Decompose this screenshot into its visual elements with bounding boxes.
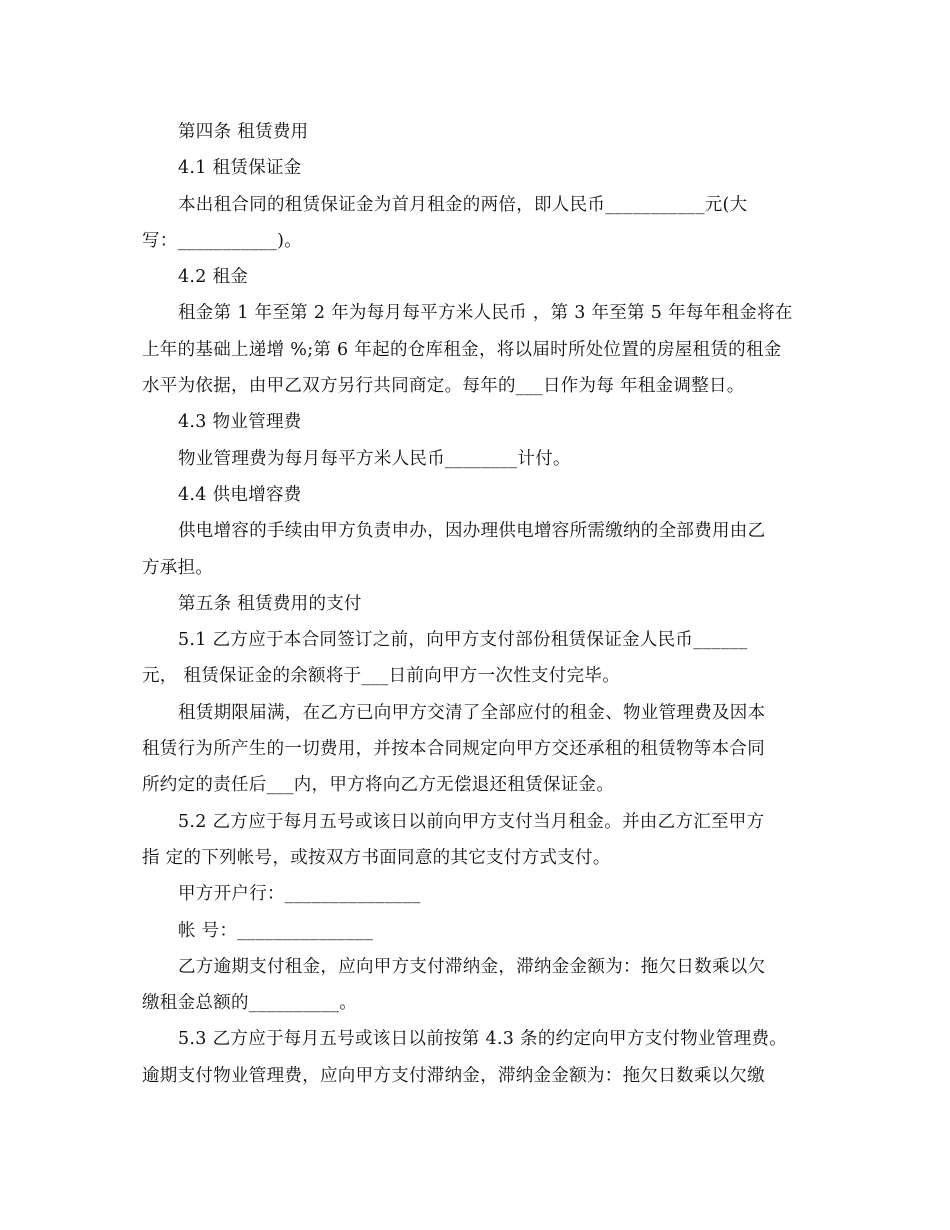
text-line: 帐 号：_______________ [178,920,374,941]
text-line: 逾期支付物业管理费，应向甲方支付滞纳金，滞纳金金额为：拖欠日数乘以欠缴 [142,1065,765,1086]
text-line: 5.2 乙方应于每月五号或该日以前向甲方支付当月租金。并由乙方汇至甲方 [178,811,765,832]
text-line: 指 定的下列帐号，或按双方书面同意的其它支付方式支付。 [142,847,611,868]
text-line: 租金第 1 年至第 2 年为每月每平方米人民币 ，第 3 年至第 5 年每年租金将在 [178,303,793,324]
text-line: 5.3 乙方应于每月五号或该日以前按第 4.3 条的约定向甲方支付物业管理费。 [178,1029,788,1050]
text-line: 上年的基础上递增 %;第 6 年起的仓库租金，将以届时所处位置的房屋租赁的租金 [142,339,782,360]
text-line: 所约定的责任后___内，甲方将向乙方无偿退还租赁保证金。 [142,775,615,796]
text-line: 水平为依据，由甲乙双方另行共同商定。每年的___日作为每 年租金调整日。 [142,376,745,397]
text-line: 4.3 物业管理费 [178,412,302,433]
text-line: 乙方逾期支付租金，应向甲方支付滞纳金，滞纳金金额为：拖欠日数乘以欠 [178,956,766,977]
document-body [142,114,802,1094]
text-line: 缴租金总额的__________。 [142,993,358,1014]
text-line: 元， 租赁保证金的余额将于___日前向甲方一次性支付完毕。 [142,666,621,687]
text-line: 5.1 乙方应于本合同签订之前，向甲方支付部份租赁保证金人民币______ [178,630,748,651]
text-line: 4.4 供电增容费 [178,484,302,505]
text-line: 租赁行为所产生的一切费用，并按本合同规定向甲方交还承租的租赁物等本合同 [142,739,765,760]
text-line: 本出租合同的租赁保证金为首月租金的两倍，即人民币___________元(大 [178,194,748,215]
text-line: 甲方开户行：_______________ [178,884,421,905]
text-line: 写：___________)。 [142,230,303,251]
text-line: 方承担。 [142,557,214,578]
text-line: 供电增容的手续由甲方负责申办，因办理供电增容所需缴纳的全部费用由乙 [178,521,766,542]
text-line: 4.1 租赁保证金 [178,158,302,179]
text-line: 租赁期限届满，在乙方已向甲方交清了全部应付的租金、物业管理费及因本 [178,702,766,723]
text-line: 第四条 租赁费用 [178,122,309,142]
text-line: 第五条 租赁费用的支付 [178,593,362,614]
text-line: 物业管理费为每月每平方米人民币________计付。 [178,448,571,469]
text-line: 4.2 租金 [178,267,249,288]
